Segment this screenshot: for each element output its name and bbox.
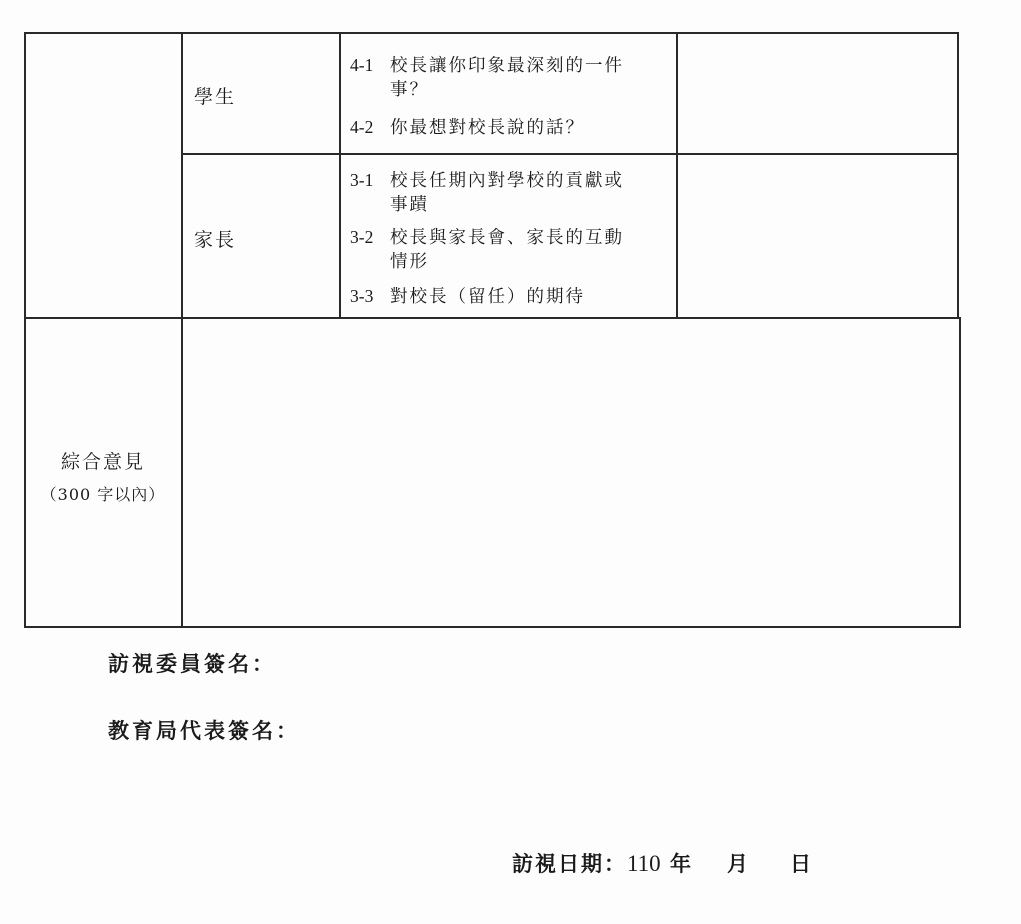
- question-text-continued: 事？: [390, 80, 429, 100]
- visit-date-month-unit: 月: [726, 851, 750, 876]
- answer-cell-parent[interactable]: [678, 155, 956, 316]
- table-col2-divider: [339, 32, 341, 318]
- table-bottom-border: [24, 626, 961, 628]
- overall-comments-field[interactable]: [183, 319, 958, 625]
- question-text-continued: 事蹟: [390, 195, 429, 215]
- answer-cell-student[interactable]: [678, 34, 956, 152]
- overall-comments-limit: （300 字以內）: [40, 485, 166, 504]
- visit-date: [512, 848, 813, 878]
- table-right-border-top: [957, 32, 959, 318]
- question-4-2: [350, 115, 585, 140]
- visit-date-year: 110: [627, 851, 661, 876]
- question-number: 3-2: [350, 227, 374, 247]
- question-text: 校長讓你印象最深刻的一件: [390, 56, 624, 76]
- question-text-continued: 情形: [390, 252, 429, 272]
- education-bureau-signature-label: 教育局代表簽名：: [108, 718, 300, 743]
- visit-date-day-unit: 日: [789, 851, 813, 876]
- question-3-1: [350, 168, 624, 217]
- overall-comments-label: 綜合意見: [60, 451, 145, 473]
- group-label-parent: 家長: [194, 229, 237, 251]
- question-text: 對校長（留任）的期待: [390, 287, 585, 307]
- visit-date-label: 訪視日期：: [512, 851, 627, 876]
- question-number: 4-1: [350, 55, 374, 75]
- question-text: 校長任期內對學校的貢獻或: [390, 171, 624, 191]
- table-right-border-bottom: [959, 317, 961, 627]
- table-left-border: [24, 32, 26, 627]
- question-number: 3-1: [350, 170, 374, 190]
- question-number: 4-2: [350, 117, 374, 137]
- question-text: 校長與家長會、家長的互動: [390, 228, 624, 248]
- question-text: 你最想對校長說的話？: [390, 118, 585, 138]
- group-label-student: 學生: [194, 86, 237, 108]
- question-4-1: [350, 53, 624, 102]
- visit-date-year-unit: 年: [669, 851, 693, 876]
- visitor-committee-signature-label: 訪視委員簽名：: [108, 651, 276, 676]
- question-3-3: [350, 284, 585, 309]
- question-3-2: [350, 225, 624, 274]
- question-number: 3-3: [350, 286, 374, 306]
